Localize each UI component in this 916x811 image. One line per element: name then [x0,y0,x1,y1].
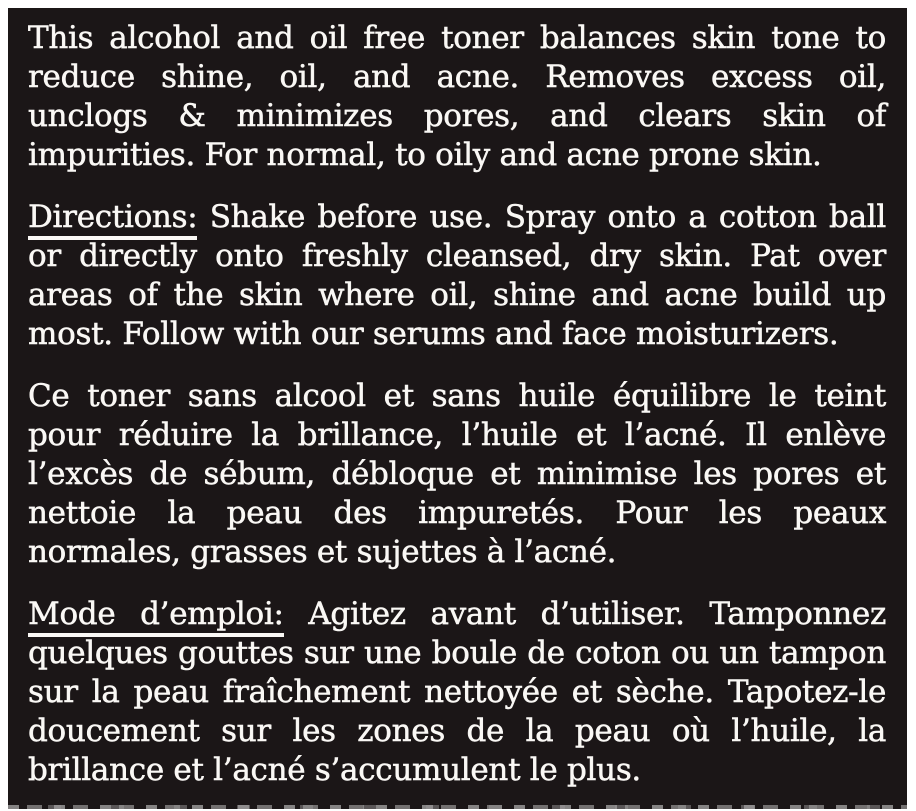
mode-demploi-heading: Mode d’emploi: [28,596,284,637]
directions-text: Shake before use. Spray onto a cotton ball or directly onto freshly cleansed, dry skin. Pat over areas of the skin where oil, shine and acne build up most. Follow with our serums and face moisturizers. [28,199,886,352]
paragraph-directions-fr [28,595,886,790]
cutoff-text-strip [8,802,907,809]
paragraph-french-description [28,377,886,572]
directions-heading: Directions: [28,199,197,240]
paragraph-english-description [28,19,886,175]
paragraph-directions-en [28,198,886,354]
mode-demploi-text: Agitez avant d’utiliser. Tamponnez quelques gouttes sur une boule de coton ou un tampon sur la peau fraîchement nettoyée et sèche. Tapotez-le doucement sur les zones de la peau où l’huile, la brillance et l’acné s’accumulent le plus. [28,596,886,788]
label-panel [8,8,907,809]
french-description-text: Ce toner sans alcool et sans huile équilibre le teint pour réduire la brillance, l’huile et l’acné. Il enlève l’excès de sébum, débloque et minimise les pores et nettoie la peau des impuretés. Pour les peaux normales, grasses et sujettes à l’acné. [28,378,886,570]
english-description-text: This alcohol and oil free toner balances skin tone to reduce shine, oil, and acne. Removes excess oil, unclogs & minimizes pores, and clears skin of impurities. For normal, to oily and acne prone skin. [28,20,886,173]
